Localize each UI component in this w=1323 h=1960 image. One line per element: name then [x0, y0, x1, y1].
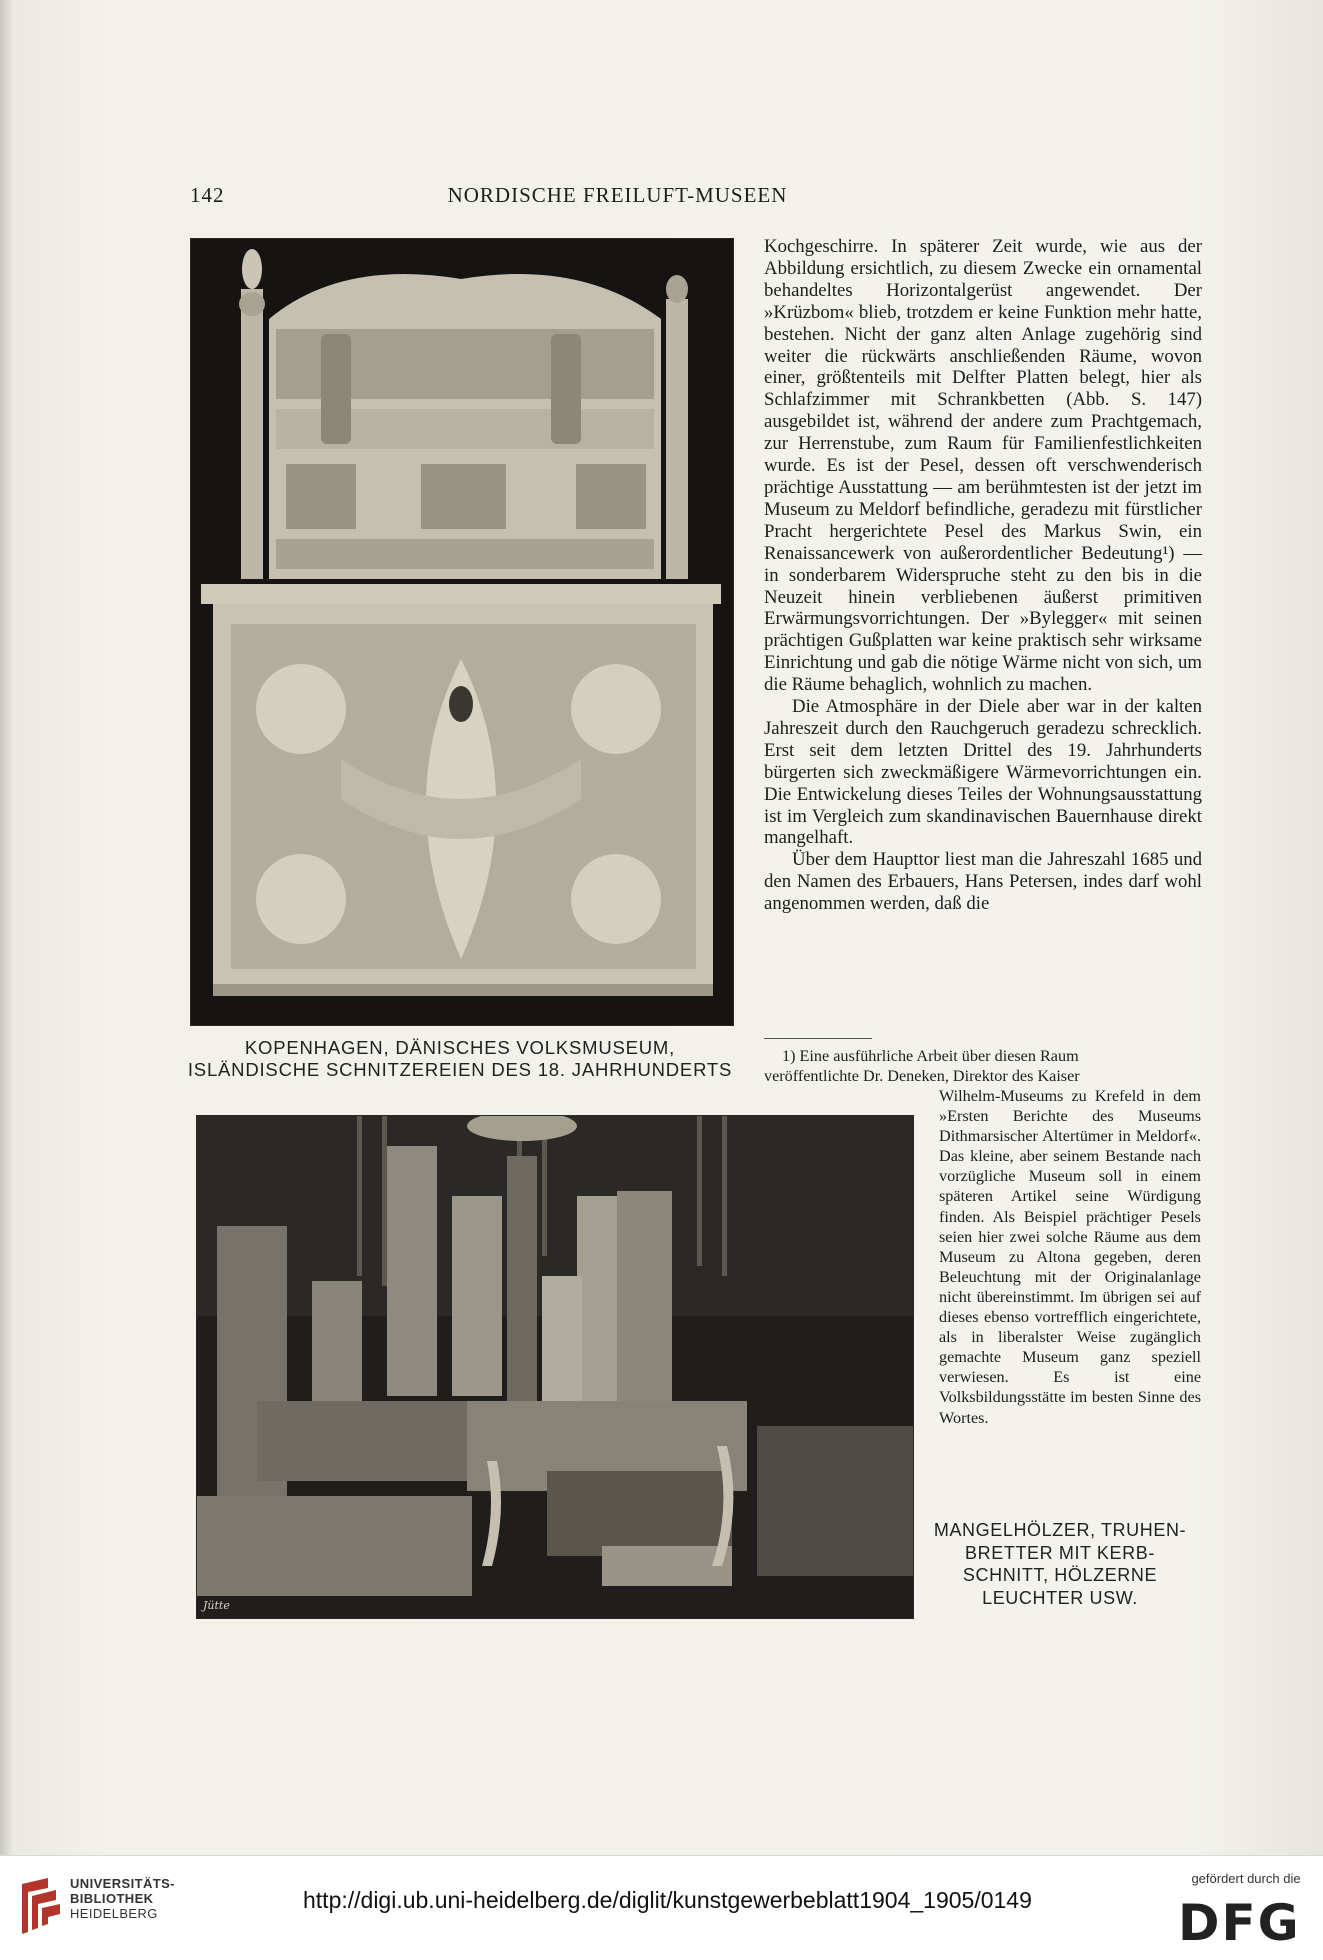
figure-1-caption-line-1: KOPENHAGEN, DÄNISCHES VOLKSMUSEUM,: [244, 1037, 676, 1058]
carved-chest-illustration: [191, 239, 733, 1025]
figure-2-caption-line-1: MANGELHÖLZER, TRUHEN-: [933, 1520, 1187, 1540]
body-paragraph-3: Über dem Haupttor liest man die Jahreszahl 1685 und den Namen des Erbauers, Hans Petersen, indes darf wohl angenommen werden, daß die: [764, 849, 1202, 915]
body-paragraph-2: Die Atmosphäre in der Diele aber war in der kalten Jahreszeit durch den Rauchgeruch geradezu schrecklich. Erst seit dem letzten Drittel des 19. Jahrhunderts bürgerten sich zweckmäßigere Wärmevorrichtungen ein. Die Entwickelung dieses Teiles der Wohnungsausstattung ist im Vergleich zum skandinavischen Bauernhause direkt mangelhaft.: [764, 696, 1202, 849]
university-library-name[interactable]: [70, 1876, 175, 1921]
photographer-signature: Jütte: [203, 1599, 230, 1612]
body-text-column: [764, 236, 1202, 915]
figure-2-mangle-boards-photo: [196, 1115, 914, 1619]
dfg-logo[interactable]: DFG: [1178, 1894, 1301, 1952]
permalink-url[interactable]: http://digi.ub.uni-heidelberg.de/diglit/kunstgewerbeblatt1904_1905/0149: [303, 1887, 1032, 1913]
university-library-logo-icon[interactable]: [14, 1874, 64, 1940]
page-number: 142: [190, 183, 225, 207]
figure-1-caption: [170, 1037, 750, 1081]
page-binding-edge: [0, 0, 14, 1855]
figure-1-carved-chest-photo: [190, 238, 734, 1026]
funded-by-note: gefördert durch die: [1191, 1871, 1301, 1886]
running-head: [190, 183, 1045, 213]
figure-2-caption-line-3: SCHNITT, HÖLZERNE: [962, 1565, 1158, 1585]
library-line-2: BIBLIOTHEK: [70, 1891, 154, 1906]
footer-bar: [0, 1855, 1323, 1960]
figure-2-caption-line-4: LEUCHTER USW.: [982, 1587, 1138, 1608]
mangle-boards-illustration: [197, 1116, 913, 1618]
footnote-continuation: Wilhelm-Museums zu Krefeld in dem »Ersten Berichte des Museums Dithmarsischer Altertümer in Meldorf«. Das kleine, aber seinem Bestande nach vorzügliche Museum soll in einem späteren Artikel seine Würdigung finden. Als Beispiel prächtiger Pesels seien hier zwei solche Räume aus dem Museum zu Altona gegeben, deren Beleuchtung mit der Originalanlage nicht übereinstimmt. Im übrigen sei auf dieses ebenso vortrefflich eingerichtete, als in liberalster Weise zugänglich gemachte Museum ganz speziell verwiesen. Es ist eine Volksbildungsstätte im besten Sinne des Wortes.: [939, 1087, 1201, 1427]
figure-2-caption-line-2: BRETTER MIT KERB-: [965, 1542, 1155, 1563]
footnote-head: [764, 1046, 1202, 1086]
library-line-3: HEIDELBERG: [70, 1906, 158, 1921]
figure-2-caption: [930, 1519, 1190, 1609]
footnote-line-2: veröffentlichte Dr. Deneken, Direktor des Kaiser: [764, 1067, 1080, 1086]
figure-1-caption-line-2: ISLÄNDISCHE SCHNITZEREIEN DES 18. JAHRHUNDERTS: [187, 1059, 733, 1080]
footnote-line-1: 1) Eine ausführliche Arbeit über diesen Raum: [782, 1047, 1079, 1065]
running-title: NORDISCHE FREILUFT-MUSEEN: [447, 183, 788, 207]
footnote-rule: [764, 1038, 872, 1039]
body-paragraph-1: Kochgeschirre. In späterer Zeit wurde, wie aus der Abbildung ersichtlich, zu diesem Zwecke ein ornamental behandeltes Horizontalgerüst angewendet. Der »Krüzbom« blieb, trotzdem er keine Funktion mehr hatte, bestehen. Nicht der ganz alten Anlage zugehörig sind weiter die rückwärts anschließenden Räume, wovon einer, größtenteils mit Delfter Platten belegt, hier als Schlafzimmer mit Schrankbetten (Abb. S. 147) ausgebildet ist, während der andere zum Prachtgemach, zur Herrenstube, zum Raum für Familienfestlichkeiten wurde. Es ist der Pesel, dessen oft verschwenderisch prächtige Ausstattung — am berühmtesten ist der jetzt im Museum zu Meldorf befindliche, geradezu mit fürstlicher Pracht hergerichtete Pesel des Markus Swin, ein Renaissancewerk von außerordentlicher Bedeutung¹) — in sonderbarem Widerspruche steht zu den bis in die Neuzeit hinein verbliebenen äußerst primitiven Erwärmungsvorrichtungen. Der »Bylegger« mit seinen prächtigen Gußplatten war keine praktisch sehr wirksame Einrichtung und gab die nötige Wärme nicht von sich, um die Räume behaglich, wohnlich zu machen.: [764, 236, 1202, 696]
library-line-1: UNIVERSITÄTS-: [70, 1876, 175, 1891]
